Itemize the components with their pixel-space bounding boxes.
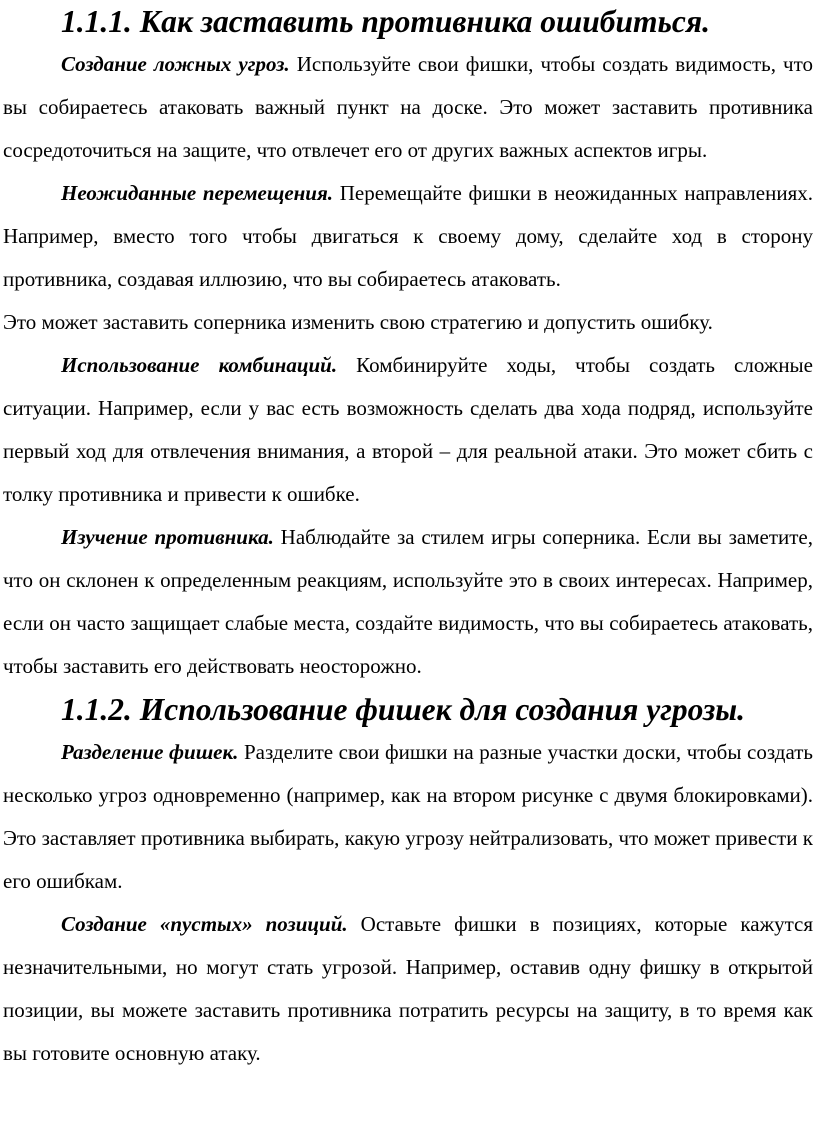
paragraph-strategy-change (3, 301, 813, 344)
paragraph-text: Оставьте фишки в позициях, которые кажутся незначительными, но могут стать угрозой. Например, оставив одну фишку в открытой позиции, вы можете заставить противника потратить ресурсы на защиту, в то время как вы готовите основную атаку. (3, 912, 813, 1065)
paragraph-lead: Использование комбинаций. (61, 353, 338, 377)
paragraph-text: Разделите свои фишки на разные участки доски, чтобы создать несколько угроз одновременно (например, как на втором рисунке с двумя блокировками). Это заставляет противника выбирать, какую угрозу нейтрализовать, что может привести к его ошибкам. (3, 740, 813, 893)
paragraph-lead: Изучение противника. (61, 525, 274, 549)
paragraph-studying-opponent (3, 516, 813, 688)
section-heading-1-1-1: 1.1.1. Как заставить противника ошибиться. (61, 4, 710, 39)
paragraph-false-threats (3, 43, 813, 172)
paragraph-unexpected-moves (3, 172, 813, 301)
section-heading-1-1-2: 1.1.2. Использование фишек для создания угрозы. (61, 692, 746, 727)
paragraph-text: Перемещайте фишки в неожиданных направлениях. Например, вместо того чтобы двигаться к своему дому, сделайте ход в сторону противника, создавая иллюзию, что вы собираетесь атаковать. (3, 181, 813, 291)
paragraph-text: Комбинируйте ходы, чтобы создать сложные ситуации. Например, если у вас есть возможность сделать два хода подряд, используйте первый ход для отвлечения внимания, а второй – для реальной атаки. Это может сбить с толку противника и привести к ошибке. (3, 353, 813, 506)
paragraph-text: Это может заставить соперника изменить свою стратегию и допустить ошибку. (3, 310, 713, 334)
paragraph-lead: Разделение фишек. (61, 740, 239, 764)
paragraph-lead: Создание ложных угроз. (61, 52, 290, 76)
paragraph-splitting-pieces (3, 731, 813, 903)
paragraph-combinations (3, 344, 813, 516)
paragraph-text: Используйте свои фишки, чтобы создать видимость, что вы собираетесь атаковать важный пункт на доске. Это может заставить противника сосредоточиться на защите, что отвлечет его от других важных аспектов игры. (3, 52, 813, 162)
paragraph-lead: Создание «пустых» позиций. (61, 912, 348, 936)
paragraph-lead: Неожиданные перемещения. (61, 181, 334, 205)
paragraph-empty-positions (3, 903, 813, 1075)
document-page (3, 0, 813, 1075)
paragraph-text: Наблюдайте за стилем игры соперника. Если вы заметите, что он склонен к определенным реакциям, используйте это в своих интересах. Например, если он часто защищает слабые места, создайте видимость, что вы собираетесь атаковать, чтобы заставить его действовать неосторожно. (3, 525, 813, 678)
